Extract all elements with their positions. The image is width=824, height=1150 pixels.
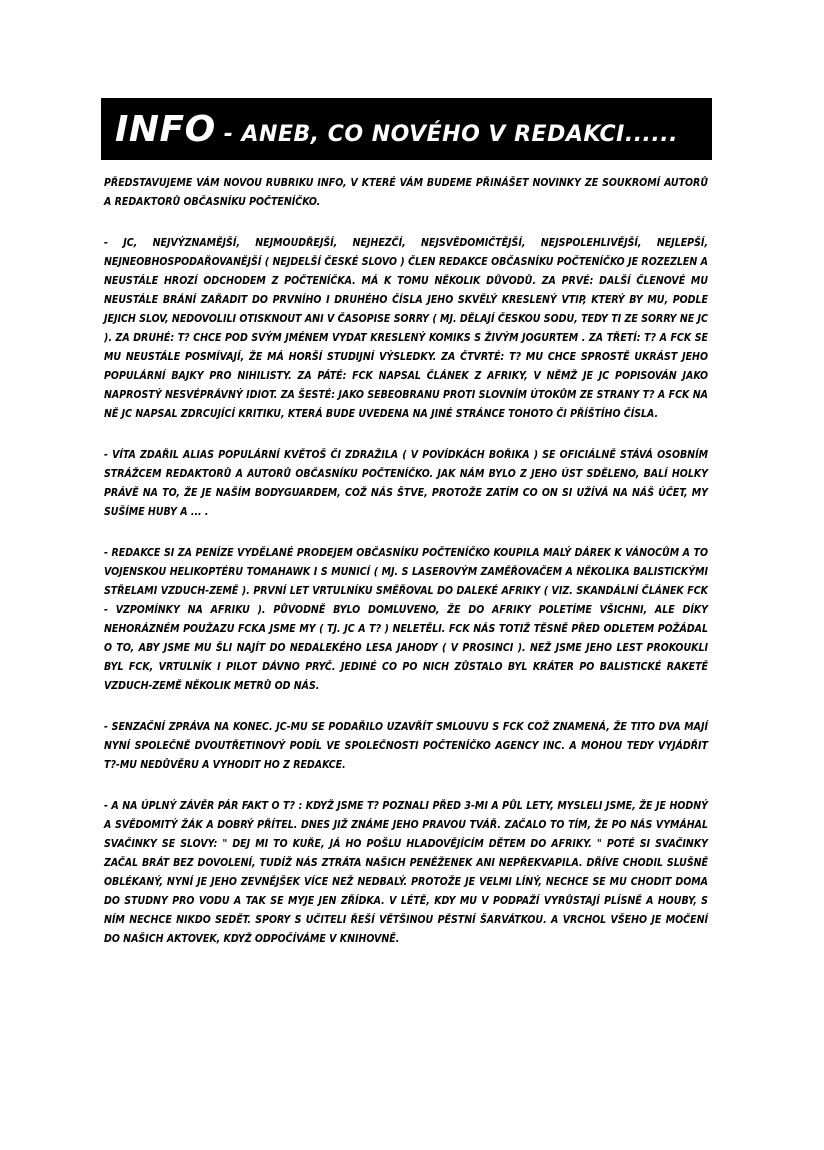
article-body: [104, 174, 708, 971]
news-item-helicopter: - REDAKCE SI ZA PENÍZE VYDĚLANÉ PRODEJEM OBČASNÍKU POČTENÍČKO KOUPILA MALÝ DÁREK K VÁNOCŮM A TO VOJENSKOU HELIKOPTÉRU TOMAHAWK I S MUNICÍ ( MJ. S LASEROVÝM ZAMĚŘOVAČEM A NĚKOLIKA BALISTICKÝMI STŘELAMI VZDUCH-ZEMĚ ). PRVNÍ LET VRTULNÍKU SMĚŘOVAL DO DALEKÉ AFRIKY ( VIZ. SKANDÁLNÍ ČLÁNEK FCK - VZPOMÍNKY NA AFRIKU ). PŮVODNĚ BYLO DOMLUVENO, ŽE DO AFRIKY POLETÍME VŠICHNI, ALE DÍKY NEHORÁZNÉM POUŽAZU FCKA JSME MY ( TJ. JC A T? ) NELETĚLI. FCK NÁS TOTIŽ TĚSNĚ PŘED ODLETEM POŽÁDAL O TO, ABY JSME MU ŠLI NAJÍT DO NEDALEKÉHO LESA JAHODY ( V PROSINCI ). NEŽ JSME JEHO LEST PROKOUKLI BYL FCK, VRTULNÍK I PILOT DÁVNO PRYČ. JEDINÉ CO PO NICH ZŮSTALO BYL KRÁTER PO BALISTICKÉ RAKETĚ VZDUCH-ZEMĚ NĚKOLIK METRŮ OD NÁS.: [104, 547, 708, 692]
title-subtitle: - ANEB, CO NOVÉHO V REDAKCI......: [223, 121, 678, 147]
news-item-conclusion: - A NA ÚPLNÝ ZÁVĚR PÁR FAKT O T? : KDYŽ JSME T? POZNALI PŘED 3-MI A PŮL LETY, MYSLELI JSME, ŽE JE HODNÝ A SVĚDOMITÝ ŽÁK A DOBRÝ PŘÍTEL. DNES JIŽ ZNÁME JEHO PRAVOU TVÁŘ. ZAČALO TO TÍM, ŽE PO NÁS VYMÁHAL SVAČINKY SE SLOVY: " DEJ MI TO KUŘE, JÁ HO POŠLU HLADOVĚJÍCÍM DĚTEM DO AFRIKY. " POTÉ SI SVAČINKY ZAČAL BRÁT BEZ DOVOLENÍ, TUDÍŽ NÁS ZTRÁTA NAŠICH PENĚŽENEK ANI NEPŘEKVAPILA. DŘÍVE CHODIL SLUŠNĚ OBLÉKANÝ, NYNÍ JE JEHO ZEVNĚJŠEK VÍCE NEŽ NEDBALÝ. PROTOŽE JE VELMI LÍNÝ, NECHCE SE MU CHODIT DOMA DO STUDNY PRO VODU A TAK SE MYJE JEN ZŘÍDKA. V LÉTĚ, KDY MU V PODPAŽÍ VYRŮSTAJÍ PLÍSNĚ A HOUBY, S NÍM NECHCE NIKDO SEDĚT. SPORY S UČITELI ŘEŠÍ VĚTŠINOU PĚSTNÍ ŠARVÁTKOU. A VRCHOL VŠEHO JE MOČENÍ DO NAŠICH AKTOVEK, KDYŽ ODPOČÍVÁME V KNIHOVNĚ.: [104, 800, 708, 945]
news-item-jc: - JC, NEJVÝZNAMĚJŠÍ, NEJMOUDŘEJŠÍ, NEJHEZČÍ, NEJSVĚDOMIČTĚJŠÍ, NEJSPOLEHLIVĚJŠÍ, NEJLEPŠÍ, NEJNEOBHOSPODAŘOVANĚJŠÍ ( NEJDELŠÍ ČESKÉ SLOVO ) ČLEN REDAKCE OBČASNÍKU POČTENÍČKO JE ROZEZLEN A NEUSTÁLE HROZÍ ODCHODEM Z POČTENÍČKA. MÁ K TOMU NĚKOLIK DŮVODŮ. ZA PRVÉ: DALŠÍ ČLENOVÉ MU NEUSTÁLE BRÁNÍ ZAŘADIT DO PRVNÍHO I DRUHÉHO ČÍSLA JEHO SKVĚLÝ KRESLENÝ VTIP, KTERÝ BY MU, PODLE JEJICH SLOV, NEDOVOLILI OTISKNOUT ANI V ČASOPISE SORRY ( MJ. DĚLAJÍ ČESKOU SODU, TEDY TI ZE SORRY NE JC ). ZA DRUHÉ: T? CHCE POD SVÝM JMÉNEM VYDAT KRESLENÝ KOMIKS S ŽIVÝM JOGURTEM . ZA TŘETÍ: T? A FCK SE MU NEUSTÁLE POSMÍVAJÍ, ŽE MÁ HORŠÍ STUDIJNÍ VÝSLEDKY. ZA ČTVRTÉ: T? MU CHCE SPROSTĚ UKRÁST JEHO POPULÁRNÍ BAJKY PRO NIHILISTY. ZA PÁTÉ: FCK NAPSAL ČLÁNEK Z AFRIKY, V NĚMŽ JE JC POPISOVÁN JAKO NAPROSTÝ NESVÉPRÁVNÝ IDIOT. ZA ŠESTÉ: JAKO SEBEOBRANU PROTI SLOVNÍM ÚTOKŮM ZE STRANY T? A FCK NA NĚ JC NAPSAL ZDRCUJÍCÍ KRITIKU, KTERÁ BUDE UVEDENA NA JINÉ STRÁNCE TOHOTO ČI PŘÍŠTÍHO ČÍSLA.: [104, 237, 708, 420]
news-item-contract: - SENZAČNÍ ZPRÁVA NA KONEC. JC-MU SE PODAŘILO UZAVŘÍT SMLOUVU S FCK COŽ ZNAMENÁ, ŽE TITO DVA MAJÍ NYNÍ SPOLEČNĚ DVOUTŘETINOVÝ PODÍL VE SPOLEČNOSTI POČTENÍČKO AGENCY INC. A MOHOU TEDY VYJÁDŘIT T?-MU NEDŮVĚRU A VYHODIT HO Z REDAKCE.: [104, 721, 708, 771]
title-banner: [101, 98, 712, 160]
news-item-vita-zdaril: - VÍTA ZDAŘIL ALIAS POPULÁRNÍ KVĚTOŠ ČI ZDRAŽILA ( V POVÍDKÁCH BOŘIKA ) SE OFICIÁLNĚ STÁVÁ OSOBNÍM STRÁŽCEM REDAKTORŮ A AUTORŮ OBČASNÍKU POČTENÍČKO. JAK NÁM BYLO Z JEHO ÚST SDĚLENO, BALÍ HOLKY PRÁVĚ NA TO, ŽE JE NAŠÍM BODYGUARDEM, COŽ NÁS ŠTVE, PROTOŽE ZATÍM CO ON SI UŽÍVÁ NA NÁŠ ÚČET, MY SUŠÍME HUBY A ... .: [104, 449, 708, 518]
page-title: [115, 109, 678, 150]
title-main: INFO: [115, 108, 216, 150]
intro-paragraph: PŘEDSTAVUJEME VÁM NOVOU RUBRIKU INFO, V KTERÉ VÁM BUDEME PŘINÁŠET NOVINKY ZE SOUKROMÍ AUTORŮ A REDAKTORŮ OBČASNÍKU POČTENÍČKO.: [104, 177, 708, 208]
